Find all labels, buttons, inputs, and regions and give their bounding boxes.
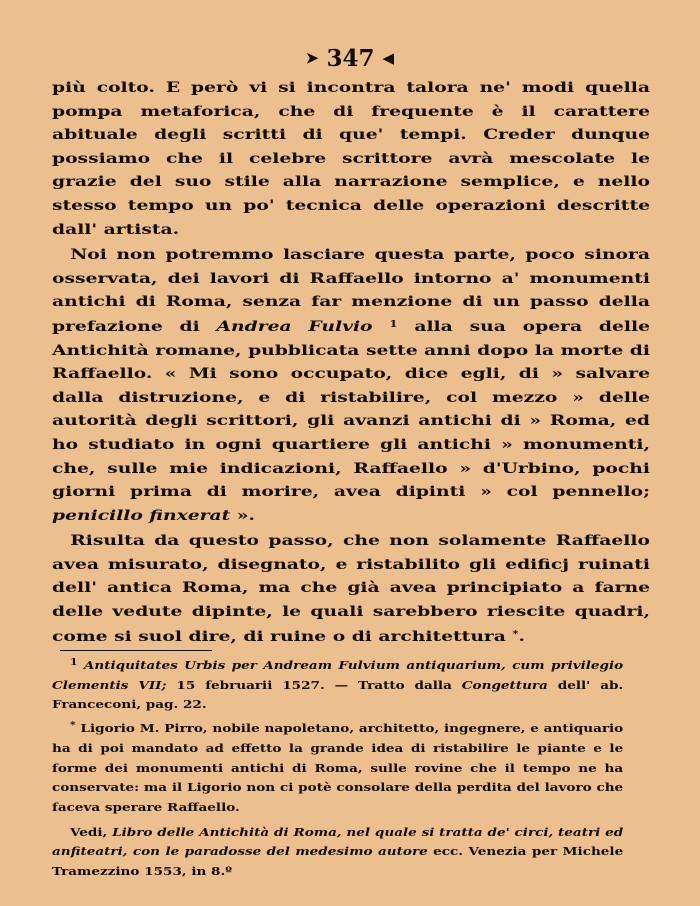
footnote-rule	[60, 650, 212, 651]
author-name: Andrea Fulvio	[216, 317, 373, 335]
footnote-ref-1: 1	[389, 319, 398, 330]
footnote-1-mark: 1	[70, 658, 78, 668]
paragraph-3-end: .	[518, 627, 526, 645]
footnote-1-end: dell' ab. Franceconi, pag. 22.	[52, 677, 624, 712]
paragraph-3-text: Risulta da questo passo, che non solamente Raffaello avea misurato, disegnato, e ristabilito gli edificj ruinati dell' antica Roma, ma che già avea principiato a farne delle vedute dipinte, le quali sarebbero riescite quadri, come si suol dire, di ruine o di architettura	[52, 532, 650, 645]
paragraph-3	[52, 529, 650, 648]
footnote-1-conj: Congettura	[461, 677, 548, 692]
page-number: 347	[326, 45, 375, 72]
footnote-1-text: 15 februarii 1527. — Tratto dalla	[166, 677, 462, 692]
footnote-1-title: Antiquitates Urbis per Andream Fulvium antiquarium, cum privilegio Clementis VII;	[52, 658, 624, 692]
paragraph-2-text-b: alla sua opera delle Antichità romane, pubblicata sette anni dopo la morte di Raffaello. « Mi sono occupato, dice egli, di » salvare dalla distruzione, e di ristabilire, col mezzo » delle autorità degli scrittori, gli avanzi antichi di » Roma, ed ho studiato in ogni quartiere gli antichi » monumenti, che, sulle mie indicazioni, Raffaello » d'Urbino, pochi giorni prima di morire, avea dipinti » col pennello;	[52, 317, 650, 501]
footnote-vedi: Vedi,	[70, 824, 113, 839]
footnote-reference	[52, 823, 623, 882]
paragraph-2-end: ».	[230, 506, 256, 524]
latin-quote: penicillo finxerat	[52, 506, 231, 524]
left-ornament-icon: ➤	[305, 49, 319, 67]
paragraph-1: più colto. E però vi si incontra talora ne' modi quella pompa metaforica, che di frequente è il carattere abituale degli scritti di que' tempi. Creder dunque possiamo che il celebre scrittore avrà mescolate le grazie del suo stile alla narrazione semplice, e nello stesso tempo un po' tecnica delle operazioni descritte dall' artista.	[52, 79, 650, 238]
footnote-star-mark: *	[70, 721, 76, 732]
page-header	[0, 44, 700, 73]
footnote-star	[52, 717, 623, 818]
footnote-book-imprint: ecc. Venezia per Michele Tramezzino 1553, in 8.º	[52, 844, 624, 879]
right-ornament-icon: ◀	[382, 49, 395, 67]
paragraph-2-text-a: Noi non potremmo lasciare questa parte, poco sinora osservata, dei lavori di Raffaello intorno a' monumenti antichi di Roma, senza far menzione di un passo della prefazione di	[52, 246, 650, 335]
footnote-ref-star: *	[512, 629, 519, 640]
footnote-star-text: Ligorio M. Pirro, nobile napoletano, architetto, ingegnere, e antiquario ha di poi mandato ad effetto la grande idea di ristabilire le piante e le forme dei monumenti antichi di Roma, sulle rovine che il tempo ne ha conservate: ma il Ligorio non ci potè consolare della perdita del lavoro che faceva sperare Raffaello.	[52, 721, 624, 814]
paragraph-2	[52, 243, 650, 527]
footnotes	[52, 654, 623, 882]
main-text	[52, 76, 650, 648]
footnote-1	[52, 654, 623, 715]
footnote-book-title: Libro delle Antichità di Roma, nel quale si tratta de' circi, teatri ed anfiteatri, con le paradosse del medesimo autore	[52, 824, 624, 859]
